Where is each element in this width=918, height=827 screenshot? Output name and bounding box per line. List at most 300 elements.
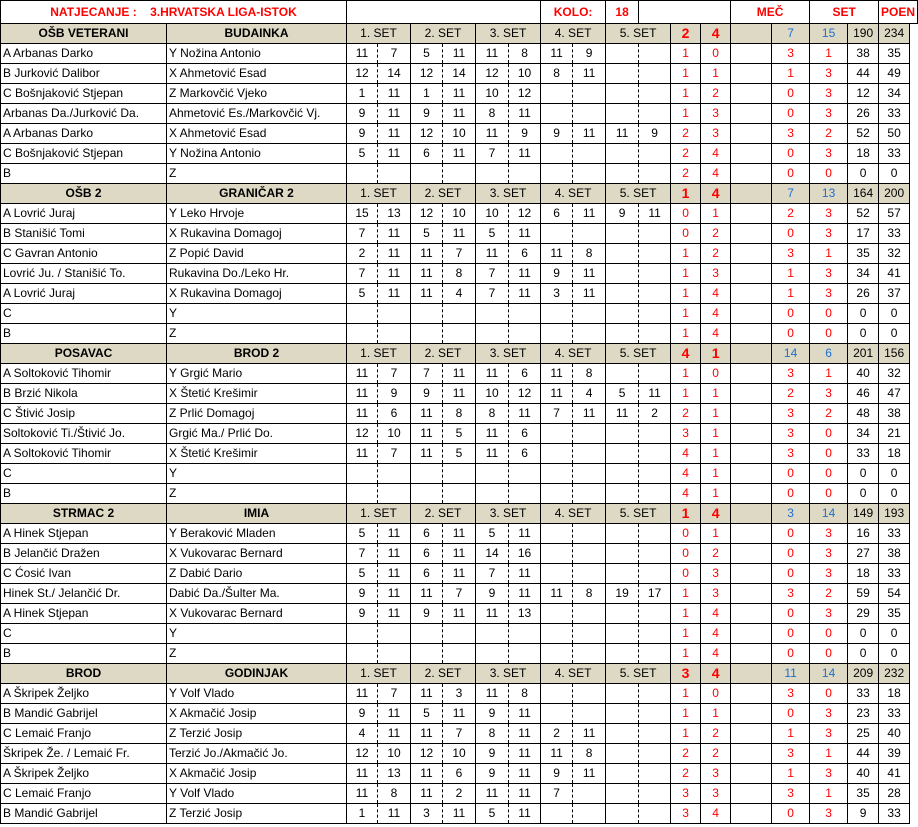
- set-home: 0: [772, 524, 810, 544]
- match-header-row: [1, 504, 918, 524]
- set-score: [606, 804, 639, 824]
- set-home: 0: [772, 304, 810, 324]
- set-score: 11: [347, 784, 378, 804]
- set-score: 11: [378, 84, 411, 104]
- poen-home: 35: [848, 784, 879, 804]
- set-score: 7: [378, 364, 411, 384]
- set-home: 1: [772, 64, 810, 84]
- home-team: POSAVAC: [1, 344, 167, 364]
- table-row: [1, 564, 918, 584]
- set-score: 7: [378, 44, 411, 64]
- spacer: [731, 144, 772, 164]
- mec-home: 4: [671, 464, 701, 484]
- set-score: [639, 484, 671, 504]
- poen-away: 33: [879, 804, 910, 824]
- set-score: [476, 324, 509, 344]
- set-label: 5. SET: [606, 24, 671, 44]
- set-score: [509, 304, 541, 324]
- poen-away: 0: [879, 304, 910, 324]
- set-score: 11: [443, 364, 476, 384]
- poen-home: 23: [848, 704, 879, 724]
- table-row: [1, 484, 918, 504]
- set-score: 13: [378, 204, 411, 224]
- set-score: [573, 544, 606, 564]
- poen-home: 40: [848, 364, 879, 384]
- match-mec-away: 1: [701, 344, 731, 364]
- match-poen-away: 232: [879, 664, 910, 684]
- set-score: 11: [411, 584, 443, 604]
- poen-home: 0: [848, 304, 879, 324]
- set-score: [573, 524, 606, 544]
- match-set-home: 11: [772, 664, 810, 684]
- set-score: 9: [411, 384, 443, 404]
- set-score: 11: [573, 264, 606, 284]
- set-score: [606, 464, 639, 484]
- set-score: 11: [476, 604, 509, 624]
- set-score: [541, 164, 573, 184]
- set-home: 3: [772, 744, 810, 764]
- set-score: 5: [606, 384, 639, 404]
- set-score: 11: [378, 544, 411, 564]
- set-score: 7: [541, 404, 573, 424]
- set-score: [606, 44, 639, 64]
- table-row: [1, 144, 918, 164]
- set-score: 11: [443, 524, 476, 544]
- set-score: 9: [541, 264, 573, 284]
- set-score: 9: [509, 124, 541, 144]
- table-row: [1, 364, 918, 384]
- table-row: [1, 224, 918, 244]
- poen-home: 18: [848, 564, 879, 584]
- table-row: [1, 44, 918, 64]
- set-score: [573, 704, 606, 724]
- mec-home: 2: [671, 764, 701, 784]
- set-score: 11: [541, 584, 573, 604]
- set-away: 3: [810, 764, 848, 784]
- home-player: Škripek Že. / Lemaić Fr.: [1, 744, 167, 764]
- table-row: [1, 764, 918, 784]
- poen-home: 38: [848, 44, 879, 64]
- away-player: Z Dabić Dario: [167, 564, 347, 584]
- set-score: 6: [509, 444, 541, 464]
- set-score: [443, 304, 476, 324]
- set-label: 2. SET: [411, 664, 476, 684]
- set-score: [606, 304, 639, 324]
- mec-home: 0: [671, 524, 701, 544]
- set-label: 2. SET: [411, 504, 476, 524]
- mec-away: 2: [701, 724, 731, 744]
- mec-away: 2: [701, 224, 731, 244]
- table-row: [1, 384, 918, 404]
- mec-away: 0: [701, 44, 731, 64]
- away-player: X Rukavina Domagoj: [167, 284, 347, 304]
- set-score: 9: [476, 764, 509, 784]
- spacer: [731, 64, 772, 84]
- set-score: 3: [443, 684, 476, 704]
- set-score: [378, 464, 411, 484]
- table-row: [1, 64, 918, 84]
- home-player: C Lemaić Franjo: [1, 784, 167, 804]
- spacer: [731, 724, 772, 744]
- spacer: [731, 624, 772, 644]
- set-score: [347, 484, 378, 504]
- table-row: [1, 84, 918, 104]
- set-score: [639, 564, 671, 584]
- set-score: 11: [411, 404, 443, 424]
- set-score: [573, 644, 606, 664]
- set-score: 12: [476, 64, 509, 84]
- set-away: 0: [810, 464, 848, 484]
- set-score: 9: [411, 604, 443, 624]
- set-score: [639, 364, 671, 384]
- away-team: GRANIČAR 2: [167, 184, 347, 204]
- poen-home: 0: [848, 484, 879, 504]
- poen-header: POEN: [879, 1, 918, 24]
- set-score: 6: [509, 244, 541, 264]
- spacer: [731, 404, 772, 424]
- set-score: 13: [509, 604, 541, 624]
- set-score: 11: [476, 364, 509, 384]
- set-score: 6: [411, 524, 443, 544]
- match-mec-away: 4: [701, 184, 731, 204]
- set-score: [573, 624, 606, 644]
- set-score: 11: [509, 744, 541, 764]
- set-score: 11: [541, 244, 573, 264]
- mec-home: 1: [671, 64, 701, 84]
- set-score: [606, 264, 639, 284]
- set-label: 5. SET: [606, 664, 671, 684]
- set-score: [347, 304, 378, 324]
- home-player: A Škripek Željko: [1, 764, 167, 784]
- set-score: [606, 224, 639, 244]
- set-score: [411, 624, 443, 644]
- table-row: [1, 164, 918, 184]
- set-home: 3: [772, 244, 810, 264]
- set-label: 2. SET: [411, 344, 476, 364]
- match-poen-home: 164: [848, 184, 879, 204]
- home-player: A Arbanas Darko: [1, 124, 167, 144]
- away-player: Y Beraković Mladen: [167, 524, 347, 544]
- away-player: Z: [167, 644, 347, 664]
- set-score: [509, 164, 541, 184]
- set-score: [606, 364, 639, 384]
- set-score: [541, 644, 573, 664]
- poen-away: 32: [879, 364, 910, 384]
- set-away: 0: [810, 304, 848, 324]
- away-player: Y Nožina Antonio: [167, 144, 347, 164]
- set-score: [606, 704, 639, 724]
- poen-home: 0: [848, 624, 879, 644]
- spacer: [731, 364, 772, 384]
- mec-away: 2: [701, 544, 731, 564]
- set-away: 3: [810, 564, 848, 584]
- home-player: B: [1, 164, 167, 184]
- set-score: 9: [639, 124, 671, 144]
- spacer: [731, 304, 772, 324]
- table-row: [1, 704, 918, 724]
- set-score: [573, 444, 606, 464]
- mec-home: 1: [671, 644, 701, 664]
- set-away: 0: [810, 684, 848, 704]
- set-score: [606, 644, 639, 664]
- spacer: [731, 644, 772, 664]
- set-away: 3: [810, 224, 848, 244]
- mec-home: 4: [671, 484, 701, 504]
- set-home: 1: [772, 724, 810, 744]
- set-score: 12: [411, 204, 443, 224]
- set-score: 6: [411, 544, 443, 564]
- set-score: [347, 464, 378, 484]
- table-row: [1, 464, 918, 484]
- set-score: 11: [443, 144, 476, 164]
- set-score: 11: [573, 284, 606, 304]
- home-player: C: [1, 304, 167, 324]
- poen-home: 44: [848, 64, 879, 84]
- set-home: 0: [772, 464, 810, 484]
- set-score: 8: [443, 264, 476, 284]
- set-score: 1: [347, 804, 378, 824]
- set-score: [606, 524, 639, 544]
- away-player: Dabić Da./Šulter Ma.: [167, 584, 347, 604]
- set-score: 11: [509, 764, 541, 784]
- set-score: 11: [509, 784, 541, 804]
- poen-home: 0: [848, 164, 879, 184]
- away-player: Y: [167, 624, 347, 644]
- match-poen-home: 190: [848, 24, 879, 44]
- set-score: [606, 144, 639, 164]
- set-label: 3. SET: [476, 184, 541, 204]
- table-row: [1, 304, 918, 324]
- home-team: STRMAC 2: [1, 504, 167, 524]
- set-score: [639, 104, 671, 124]
- set-score: 11: [509, 264, 541, 284]
- poen-home: 9: [848, 804, 879, 824]
- set-score: [541, 464, 573, 484]
- poen-home: 44: [848, 744, 879, 764]
- set-home: 1: [772, 284, 810, 304]
- set-score: 6: [411, 564, 443, 584]
- set-home: 3: [772, 44, 810, 64]
- set-score: 2: [443, 784, 476, 804]
- set-score: 11: [509, 584, 541, 604]
- mec-away: 3: [701, 564, 731, 584]
- set-score: [639, 624, 671, 644]
- set-score: 5: [347, 564, 378, 584]
- away-player: X Rukavina Domagoj: [167, 224, 347, 244]
- spacer: [731, 244, 772, 264]
- mec-away: 3: [701, 104, 731, 124]
- set-score: 11: [378, 724, 411, 744]
- set-score: [606, 724, 639, 744]
- set-away: 0: [810, 164, 848, 184]
- match-set-away: 14: [810, 504, 848, 524]
- set-label: 4. SET: [541, 184, 606, 204]
- match-set-away: 13: [810, 184, 848, 204]
- mec-home: 2: [671, 124, 701, 144]
- set-label: 4. SET: [541, 344, 606, 364]
- mec-home: 1: [671, 264, 701, 284]
- set-score: 9: [476, 744, 509, 764]
- set-score: 11: [378, 144, 411, 164]
- set-label: 5. SET: [606, 504, 671, 524]
- spacer: [731, 704, 772, 724]
- set-home: 3: [772, 684, 810, 704]
- set-score: [573, 324, 606, 344]
- poen-home: 0: [848, 464, 879, 484]
- mec-home: 3: [671, 784, 701, 804]
- set-score: 7: [411, 364, 443, 384]
- spacer: [731, 384, 772, 404]
- set-score: 11: [509, 564, 541, 584]
- set-score: [541, 484, 573, 504]
- set-score: [573, 304, 606, 324]
- set-score: 11: [541, 44, 573, 64]
- away-player: Z Markovčić Vjeko: [167, 84, 347, 104]
- set-score: 9: [347, 584, 378, 604]
- set-label: 3. SET: [476, 344, 541, 364]
- set-score: 11: [347, 44, 378, 64]
- set-score: [411, 324, 443, 344]
- set-score: [606, 324, 639, 344]
- match-set-away: 6: [810, 344, 848, 364]
- set-score: 11: [443, 544, 476, 564]
- set-label: 1. SET: [347, 664, 411, 684]
- set-away: 0: [810, 484, 848, 504]
- set-score: 11: [443, 604, 476, 624]
- table-row: [1, 604, 918, 624]
- poen-home: 34: [848, 424, 879, 444]
- mec-away: 1: [701, 404, 731, 424]
- set-away: 3: [810, 704, 848, 724]
- set-label: 3. SET: [476, 664, 541, 684]
- poen-home: 35: [848, 244, 879, 264]
- table-row: [1, 324, 918, 344]
- set-score: 11: [347, 444, 378, 464]
- set-score: [347, 164, 378, 184]
- set-away: 0: [810, 644, 848, 664]
- set-label: 5. SET: [606, 184, 671, 204]
- poen-away: 34: [879, 84, 910, 104]
- mec-away: 2: [701, 744, 731, 764]
- mec-away: 4: [701, 144, 731, 164]
- set-score: 11: [378, 524, 411, 544]
- mec-away: 2: [701, 84, 731, 104]
- set-away: 3: [810, 524, 848, 544]
- set-score: [378, 164, 411, 184]
- match-set-home: 7: [772, 184, 810, 204]
- table-row: [1, 424, 918, 444]
- away-player: Z: [167, 164, 347, 184]
- set-score: 7: [378, 444, 411, 464]
- set-score: 11: [509, 724, 541, 744]
- poen-away: 33: [879, 104, 910, 124]
- spacer: [731, 44, 772, 64]
- set-away: 3: [810, 384, 848, 404]
- set-score: 11: [573, 204, 606, 224]
- spacer: [731, 564, 772, 584]
- mec-home: 1: [671, 604, 701, 624]
- away-player: Z Popić David: [167, 244, 347, 264]
- set-score: 10: [443, 124, 476, 144]
- set-label: 1. SET: [347, 504, 411, 524]
- spacer: [731, 804, 772, 824]
- set-score: [378, 624, 411, 644]
- set-home: 3: [772, 444, 810, 464]
- set-score: 1: [347, 84, 378, 104]
- home-player: B Mandić Gabrijel: [1, 804, 167, 824]
- poen-home: 27: [848, 544, 879, 564]
- set-score: [573, 144, 606, 164]
- set-score: 11: [476, 784, 509, 804]
- set-score: 12: [411, 124, 443, 144]
- set-home: 3: [772, 404, 810, 424]
- set-score: [509, 624, 541, 644]
- set-score: [639, 144, 671, 164]
- set-score: [606, 244, 639, 264]
- poen-home: 18: [848, 144, 879, 164]
- set-score: 8: [443, 404, 476, 424]
- poen-home: 0: [848, 324, 879, 344]
- set-score: [639, 524, 671, 544]
- set-score: 11: [573, 764, 606, 784]
- poen-home: 33: [848, 444, 879, 464]
- set-score: 9: [347, 104, 378, 124]
- set-score: [639, 704, 671, 724]
- away-player: Z Terzić Josip: [167, 804, 347, 824]
- set-home: 3: [772, 124, 810, 144]
- set-score: 7: [347, 264, 378, 284]
- spacer: [731, 464, 772, 484]
- set-score: [639, 604, 671, 624]
- set-score: 11: [476, 124, 509, 144]
- mec-away: 1: [701, 204, 731, 224]
- match-set-home: 14: [772, 344, 810, 364]
- home-player: C Štivić Josip: [1, 404, 167, 424]
- set-score: [573, 84, 606, 104]
- mec-away: 1: [701, 384, 731, 404]
- match-set-away: 15: [810, 24, 848, 44]
- set-score: 5: [476, 524, 509, 544]
- set-score: [411, 484, 443, 504]
- away-player: X Ahmetović Esad: [167, 124, 347, 144]
- set-score: [443, 484, 476, 504]
- poen-home: 34: [848, 264, 879, 284]
- spacer: [731, 324, 772, 344]
- set-score: 11: [378, 804, 411, 824]
- mec-away: 2: [701, 244, 731, 264]
- set-score: 10: [443, 204, 476, 224]
- set-score: 12: [347, 424, 378, 444]
- mec-home: 0: [671, 564, 701, 584]
- poen-away: 37: [879, 284, 910, 304]
- poen-away: 21: [879, 424, 910, 444]
- set-score: [541, 304, 573, 324]
- set-score: [639, 44, 671, 64]
- table-row: [1, 244, 918, 264]
- poen-away: 47: [879, 384, 910, 404]
- set-score: 5: [347, 284, 378, 304]
- poen-home: 26: [848, 104, 879, 124]
- poen-home: 12: [848, 84, 879, 104]
- match-mec-home: 1: [671, 504, 701, 524]
- set-score: [541, 684, 573, 704]
- set-score: [541, 604, 573, 624]
- set-score: 9: [476, 584, 509, 604]
- set-label: 4. SET: [541, 24, 606, 44]
- set-home: 0: [772, 324, 810, 344]
- set-score: [378, 304, 411, 324]
- set-score: 3: [411, 804, 443, 824]
